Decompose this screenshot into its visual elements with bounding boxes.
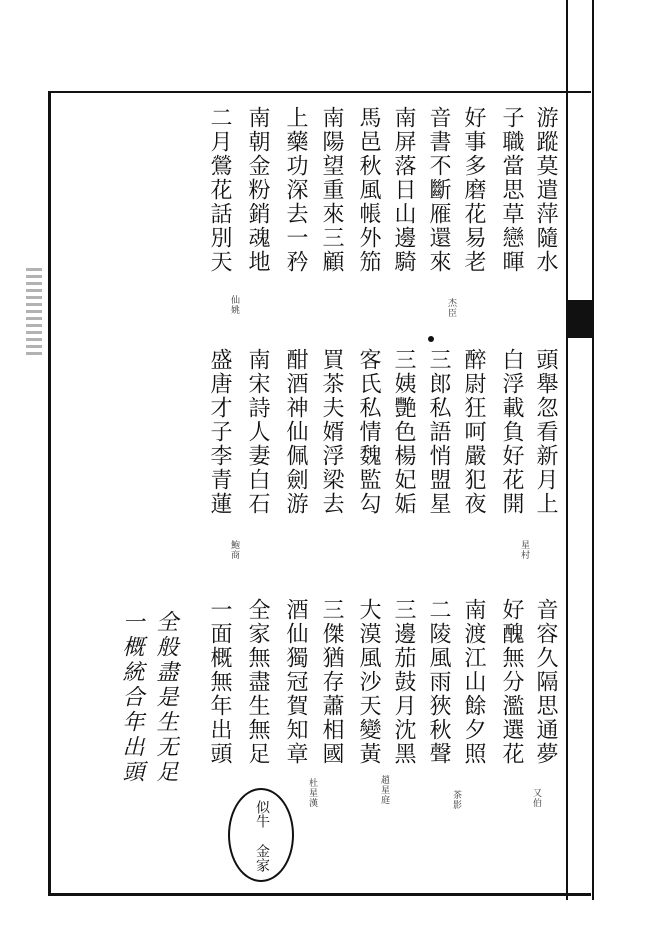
top-column-5: 南屏落日山邊騎	[391, 106, 416, 274]
bottom-column-8: 酒仙獨冠賀知章	[283, 598, 308, 766]
middle-column-2: 白浮載負好花開	[499, 348, 524, 516]
middle-column-3: 醉尉狂呵嚴犯夜	[461, 348, 486, 516]
middle-column-6: 客氏私情魏監勾	[356, 348, 381, 516]
top-column-3: 好事多磨花易老	[461, 106, 486, 274]
top-column-4: 音書不斷雁還來	[426, 106, 451, 274]
note-youbo: 又伯	[531, 788, 541, 808]
note-duxinghan: 杜星漢	[307, 778, 317, 808]
left-margin-smudge	[26, 268, 42, 356]
handwritten-seal	[228, 788, 294, 882]
right-margin-bar	[566, 0, 594, 900]
middle-column-5: 三姨艷色楊妃姤	[391, 348, 416, 516]
bottom-column-10: 一面概無年出頭	[207, 598, 232, 766]
bottom-column-4: 二陵風雨狹秋聲	[426, 598, 451, 766]
top-column-6: 馬邑秋風帳外笳	[356, 106, 381, 274]
seal-text: 似牛 金家	[254, 800, 270, 872]
bottom-column-6: 大漠風沙天變黃	[356, 598, 381, 766]
bottom-column-7: 三傑猶存蕭相國	[319, 598, 344, 766]
top-column-7: 南陽望重來三顧	[319, 106, 344, 274]
bullet-dot	[428, 336, 434, 342]
bottom-column-9: 全家無盡生無足	[245, 598, 270, 766]
middle-column-7: 買茶夫婿浮梁去	[319, 348, 344, 516]
note-xingcun: 星村	[519, 540, 529, 560]
bottom-column-5: 三邊茄鼓月沈黑	[391, 598, 416, 766]
note-jiechen: 杰臣	[446, 298, 456, 318]
top-column-9: 南朝金粉銷魂地	[245, 106, 270, 274]
middle-column-4: 三郎私語悄盟星	[426, 348, 451, 516]
top-column-10: 二月鶯花話別天	[207, 106, 232, 274]
middle-column-9: 南宋詩人妻白石	[245, 348, 270, 516]
volume-tab	[568, 300, 592, 338]
note-zhaoxingting: 趙星庭	[379, 775, 389, 805]
top-column-1: 游蹤莫遣萍隨水	[533, 106, 558, 274]
top-column-8: 上藥功深去一矜	[283, 106, 308, 274]
handwritten-column-2: 一概統合年出頭	[119, 610, 144, 785]
handwritten-column-1: 全般盡是生无足	[153, 610, 178, 785]
note-chaying: 茶影	[451, 790, 461, 810]
bottom-column-2: 好醜無分濫選花	[499, 598, 524, 766]
middle-column-8: 酣酒神仙佩劍游	[283, 348, 308, 516]
note-xianyao: 仙姚	[229, 295, 239, 315]
top-column-2: 子職當思草戀暉	[499, 106, 524, 274]
middle-column-10: 盛唐才子李青蓮	[207, 348, 232, 516]
note-baoshang: 鮑商	[229, 540, 239, 560]
bottom-column-3: 南渡江山餘夕照	[461, 598, 486, 766]
middle-column-1: 頭舉忽看新月上	[533, 348, 558, 516]
bottom-column-1: 音容久隔思通夢	[533, 598, 558, 766]
